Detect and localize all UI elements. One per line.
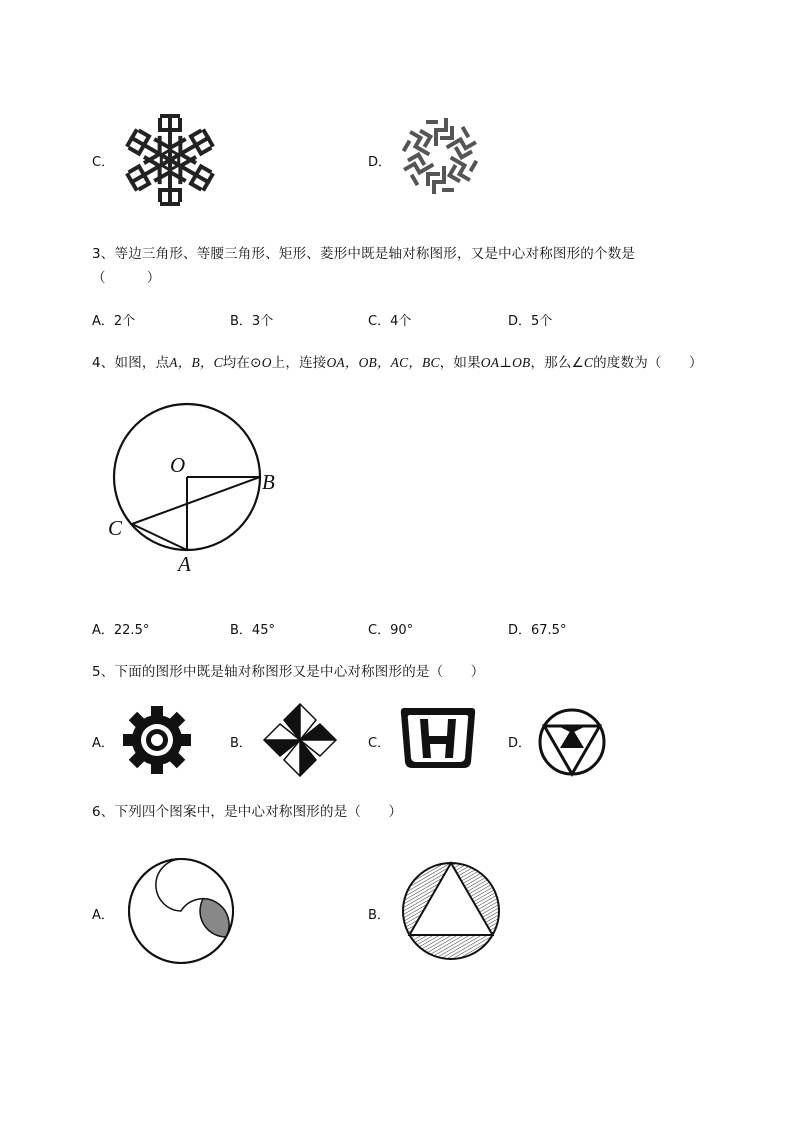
q3-answer-paren: （ ） <box>92 270 161 286</box>
gear-icon <box>122 705 192 775</box>
q4-stem-segments: OA，OB，AC，BC <box>326 355 440 370</box>
q4-stem-o: O <box>261 355 272 370</box>
triangle-in-circle-icon <box>536 706 608 778</box>
q2-option-c-label: C． <box>92 155 115 170</box>
q3-option-a[interactable]: A．2个 <box>92 314 136 329</box>
q3-stem: 3、等边三角形、等腰三角形、矩形、菱形中既是轴对称图形，又是中心对称图形的个数是 <box>92 246 636 262</box>
point-b-label: B <box>262 470 275 494</box>
q4-stem-mid4: ，那么∠ <box>530 355 584 371</box>
q6-option-a-label: A． <box>92 908 114 923</box>
q5-option-c-label: C． <box>368 736 391 751</box>
q5-stem: 5、下面的图形中既是轴对称图形又是中心对称图形的是（ ） <box>92 664 485 680</box>
q4-option-c[interactable]: C．90° <box>368 623 414 638</box>
point-o-label: O <box>170 453 186 477</box>
q4-option-a[interactable]: A．22.5° <box>92 623 150 638</box>
h-logo-icon <box>398 704 478 772</box>
segment-ca <box>132 524 187 550</box>
pinwheel-icon <box>260 700 340 780</box>
q4-stem-post: 的度数为（ ） <box>593 355 703 371</box>
q6-stem: 6、下列四个图案中，是中心对称图形的是（ ） <box>92 804 403 820</box>
q4-stem <box>92 351 703 371</box>
q4-stem-c: C <box>583 355 594 370</box>
q4-stem-condition: OA⊥OB <box>480 355 531 370</box>
q4-stem-mid2: 上，连接 <box>271 355 327 371</box>
q5-option-a-label: A． <box>92 736 114 751</box>
q3-option-d[interactable]: D．5个 <box>508 314 553 329</box>
point-a-label: A <box>178 552 191 576</box>
q4-stem-mid3: ，如果 <box>439 355 481 371</box>
q3-option-b[interactable]: B．3个 <box>230 314 274 329</box>
q6-option-b-label: B． <box>368 908 390 923</box>
q4-stem-pre: 4、如图，点 <box>92 355 170 371</box>
segment-cb <box>132 477 260 524</box>
q5-option-d-label: D． <box>508 736 532 751</box>
q2-option-d-label: D． <box>368 155 392 170</box>
q4-stem-points: A，B，C <box>169 355 223 370</box>
q5-option-b-label: B． <box>230 736 252 751</box>
pattern-d-icon <box>392 112 488 200</box>
q4-stem-mid1: 均在⊙ <box>222 355 262 371</box>
swirl-circle-icon <box>126 856 236 966</box>
point-c-label: C <box>108 516 123 540</box>
q4-option-b[interactable]: B．45° <box>230 623 275 638</box>
q3-option-c[interactable]: C．4个 <box>368 314 412 329</box>
triangle-hatched-circle-icon <box>400 860 502 962</box>
q4-option-d[interactable]: D．67.5° <box>508 623 567 638</box>
snowflake-c-icon <box>122 112 218 208</box>
